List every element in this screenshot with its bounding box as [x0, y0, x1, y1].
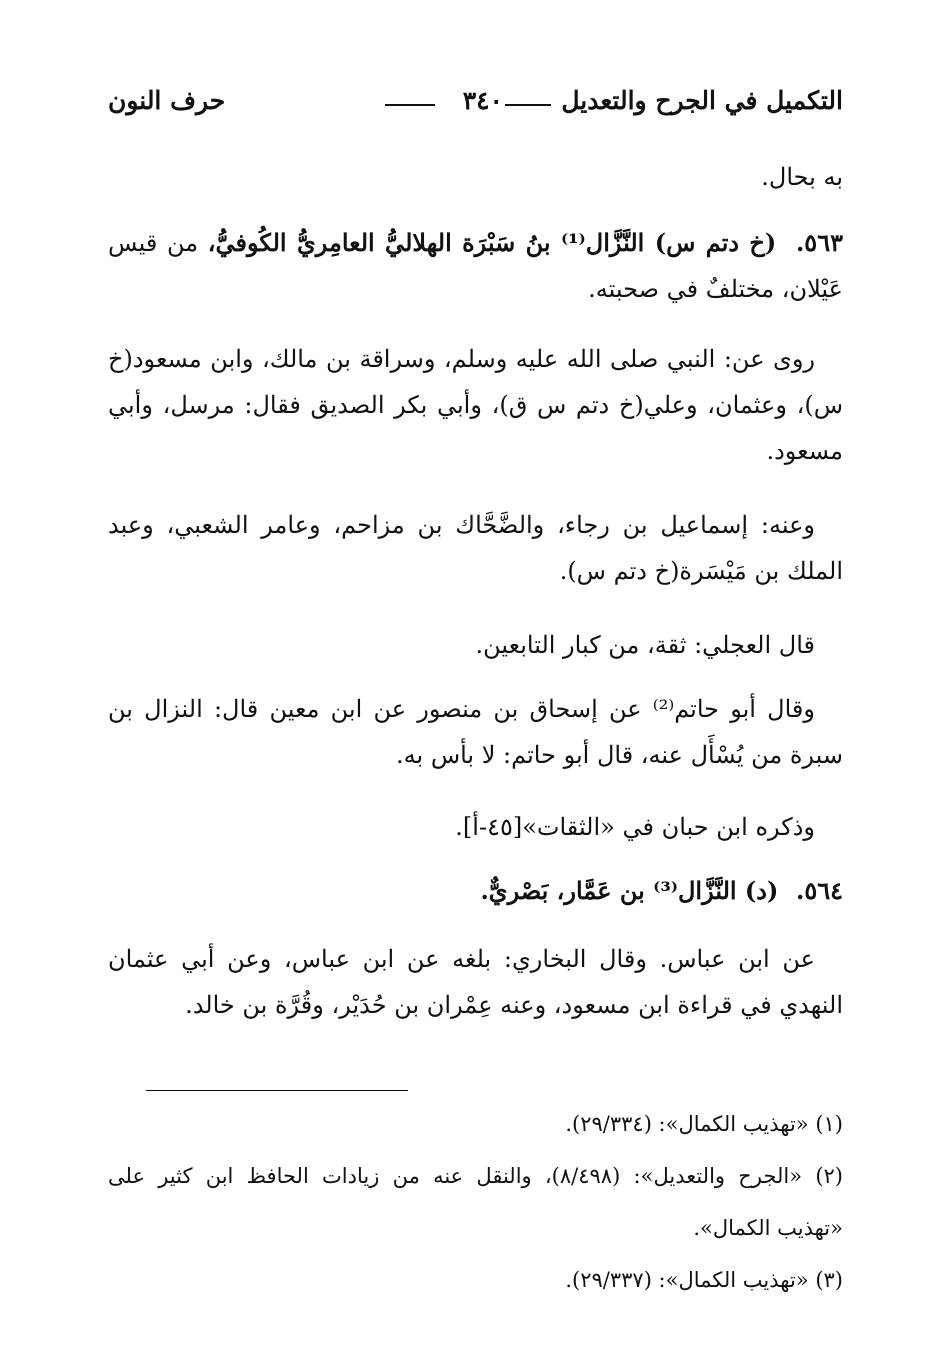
page-number: ٣٤٠: [462, 86, 503, 115]
ijli-paragraph: قال العجلي: ثقة، من كبار التابعين.: [475, 631, 815, 659]
ibn-abbas-paragraph: عن ابن عباس. وقال البخاري: بلغه عن ابن عباس، وعن أبي عثمان النهدي في قراءة ابن مسعود، وعنه عِمْران بن حُدَيْر، وقُرَّة بن خالد.: [108, 945, 843, 1019]
entry-name: (خ دتم س) النَّزَّال⁽¹⁾ بنُ سَبْرَة الهلاليُّ العامِريُّ الكُوفيُّ،: [207, 228, 777, 257]
footnote-1: (١) «تهذيب الكمال»: (٢٩/٣٣٤).: [565, 1112, 843, 1136]
header-dash: [385, 104, 435, 106]
book-title: التكميل في الجرح والتعديل: [561, 86, 843, 115]
narrated-from-paragraph: روى عن: النبي صلى الله عليه وسلم، وسراقة بن مالك، وابن مسعود(خ س)، وعثمان، وعلي(خ دتم س ق)، وأبي بكر الصديق فقال: مرسل، وأبي مسعود.: [108, 345, 843, 465]
footnote-2: (٢) «الجرح والتعديل»: (٨/٤٩٨)، والنقل عنه من زيادات الحافظ ابن كثير على «تهذيب الكمال».: [108, 1164, 843, 1240]
continuation-text: به بحال.: [761, 163, 843, 191]
entry-563: [108, 220, 843, 312]
header-dash: [505, 104, 551, 106]
entry-564: [108, 868, 843, 914]
footnote-3: (٣) «تهذيب الكمال»: (٢٩/٣٣٧).: [565, 1268, 843, 1292]
document-page: [108, 82, 843, 1342]
entry-description: من قيس عَيْلان، مختلفٌ في صحبته.: [108, 229, 843, 303]
running-header: [108, 82, 843, 128]
section-title: حرف النون: [108, 86, 226, 115]
ibn-hibban-paragraph: وذكره ابن حبان في «الثقات»[٤٥-أ].: [455, 813, 815, 841]
entry-number: ٥٦٤.: [795, 876, 843, 905]
footnote-divider: [146, 1090, 408, 1091]
abu-hatim-paragraph: وقال أبو حاتم⁽²⁾ عن إسحاق بن منصور عن ابن معين قال: النزال بن سبرة من يُسْأَل عنه، قال أبو حاتم: لا بأس به.: [108, 695, 843, 769]
narrators-from-him-paragraph: وعنه: إسماعيل بن رجاء، والضَّحَّاك بن مزاحم، وعامر الشعبي، وعبد الملك بن مَيْسَرة(خ دتم س).: [108, 511, 843, 585]
entry-name: (د) النَّزَّال⁽³⁾ بن عَمَّار، بَصْريٌّ.: [480, 876, 779, 905]
entry-number: ٥٦٣.: [795, 228, 843, 257]
